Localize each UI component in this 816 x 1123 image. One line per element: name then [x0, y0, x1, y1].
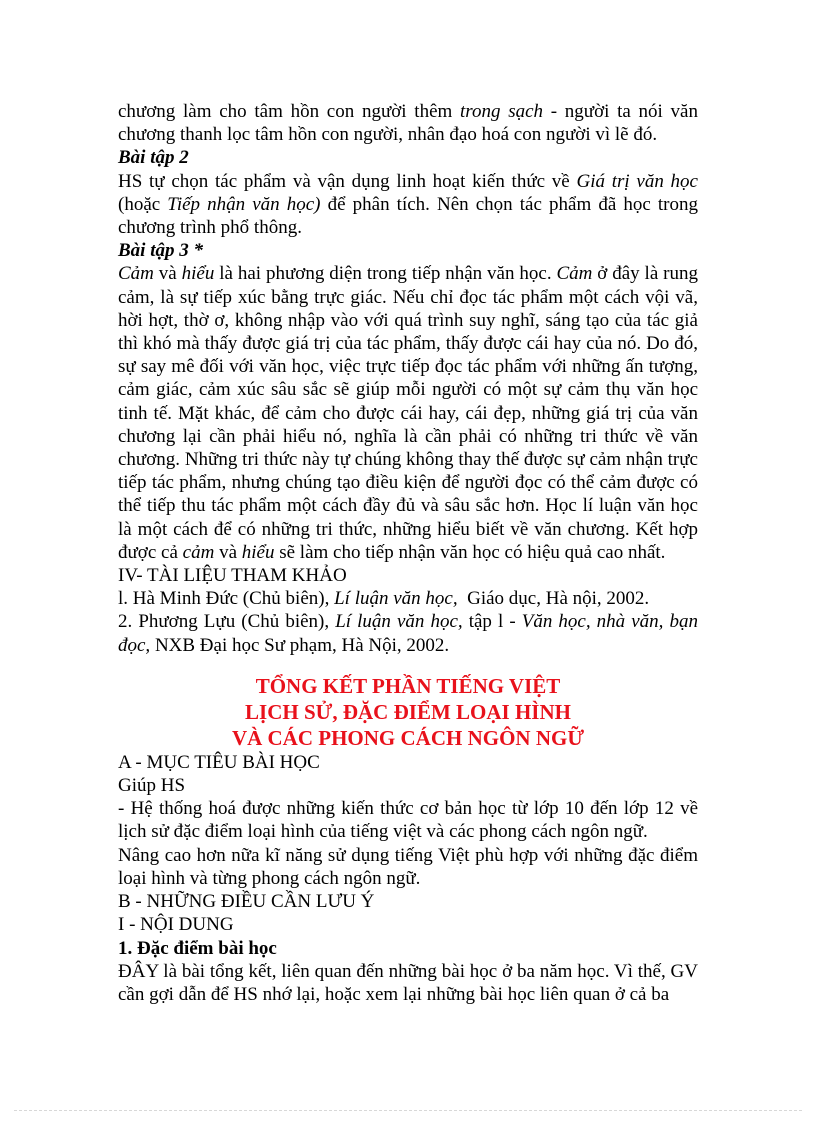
exercise-2-heading: Bài tập 2 [118, 147, 189, 169]
lesson-features-heading: 1. Đặc điểm bài học [118, 937, 277, 959]
intro-paragraph: chương làm cho tâm hồn con người thêm trong sạch - người ta nói văn chương thanh lọc tâm hồn con người, nhân đạo hoá con người vì lẽ đó. [118, 101, 698, 146]
section-a-paragraph: - Hệ thống hoá được những kiến thức cơ bản học từ lớp 10 đến lớp 12 về lịch sử đặc điểm loại hình của tiếng việt và các phong cách ngôn ngữ. [118, 798, 698, 843]
reference-item: l. Hà Minh Đức (Chủ biên), Lí luận văn học, Giáo dục, Hà nội, 2002. [118, 588, 650, 610]
section-title-line-3: VÀ CÁC PHONG CÁCH NGÔN NGỮ [231, 725, 585, 750]
exercise-2-paragraph: HS tự chọn tác phẩm và vận dụng linh hoạt kiến thức về Giá trị văn học (hoặc Tiếp nhận văn học) để phân tích. Nên chọn tác phẩm đã học trong chương trình phổ thông. [118, 170, 698, 239]
exercise-3-paragraph: Cảm và hiểu là hai phương diện trong tiếp nhận văn học. Cảm ở đây là rung cảm, là sự tiếp xúc bằng trực giác. Nếu chỉ đọc tác phẩm một cách vội vã, hời hợt, thờ ơ, không nhập vào với quá trình suy nghĩ, sáng tạo của tác giả thì khó mà thấy được giá trị của tác phẩm, thấy được cái hay của nó. Do đó, sự say mê đối với văn học, việc trực tiếp đọc tác phẩm với những ấn tượng, cảm giác, cảm xúc sâu sắc sẽ giúp mỗi người có một sự cảm thụ văn học tinh tế. Mặt khác, để cảm cho được cái hay, cái đẹp, những giá trị của văn chương lại cần phải hiểu nó, nghĩa là cần phải có những tri thức về văn chương. Những tri thức này tự chúng không thay thế được sự cảm nhận trực tiếp tác phẩm, nhưng chúng tạo điều kiện để người đọc có thể cảm được có thể tiếp thu tác phẩm một cách đầy đủ và sâu sắc hơn. Học lí luận văn học là một cách để có những tri thức, những hiểu biết về văn chương. Kết hợp được cả cảm và hiểu sẽ làm cho tiếp nhận văn học có hiệu quả cao nhất. [118, 263, 698, 563]
section-a-heading: A - MỤC TIÊU BÀI HỌC [118, 751, 320, 773]
section-title-line-2: LỊCH SỬ, ĐẶC ĐIỂM LOẠI HÌNH [245, 699, 571, 724]
section-a-paragraph: Nâng cao hơn nữa kĩ năng sử dụng tiếng Việt phù hợp với những đặc điểm loại hình và từng phong cách ngôn ngữ. [118, 844, 698, 889]
section-b-heading: B - NHỮNG ĐIỀU CẦN LƯU Ý [118, 891, 375, 913]
section-a-intro: Giúp HS [118, 775, 186, 797]
lesson-features-paragraph: ĐÂY là bài tổng kết, liên quan đến những bài học ở ba năm học. Vì thế, GV cần gợi dẫn để HS nhớ lại, hoặc xem lại những bài học liên quan ở cả ba [118, 960, 698, 1005]
section-b-subheading: I - NỘI DUNG [118, 914, 234, 936]
section-title-line-1: TỔNG KẾT PHẦN TIẾNG VIỆT [255, 673, 561, 698]
reference-item: 2. Phương Lựu (Chủ biên), Lí luận văn học, tập l - Văn học, nhà văn, bạn đọc, NXB Đại học Sư phạm, Hà Nội, 2002. [118, 611, 698, 656]
document-page [118, 100, 698, 1006]
references-heading: IV- TÀI LIỆU THAM KHẢO [118, 565, 347, 587]
page-bottom-divider [14, 1110, 802, 1111]
exercise-3-heading: Bài tập 3 * [118, 240, 203, 262]
emphasis-text: trong sạch [460, 101, 544, 122]
